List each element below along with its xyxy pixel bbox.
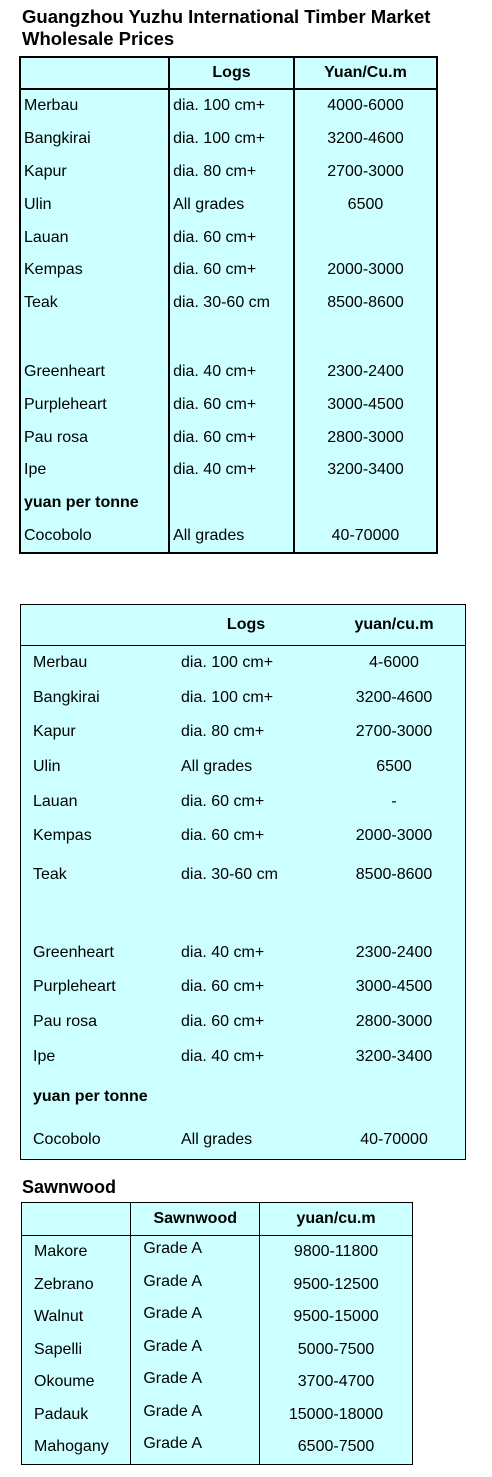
table-header-row [20, 57, 437, 89]
spec-cell: dia. 60 cm+ [181, 827, 265, 845]
header-cell: Logs [169, 57, 294, 89]
table-header-row [21, 605, 466, 646]
species-cell: Lauan [33, 792, 78, 810]
grade-cell: Grade A [131, 1399, 260, 1432]
table-row [20, 89, 437, 123]
species-cell: Kempas [33, 827, 92, 845]
table-row [20, 520, 437, 554]
header-cell: yuan/cu.m [260, 1203, 413, 1236]
sawnwood-price-table [21, 1202, 413, 1465]
table-row [22, 1236, 413, 1269]
price-cell: 5000-7500 [260, 1334, 413, 1367]
species-cell: Kapur [20, 156, 169, 189]
price-cell: 6500 [294, 188, 437, 221]
species-cell: Purpleheart [33, 978, 116, 996]
price-cell: 2700-3000 [294, 156, 437, 189]
species-cell: Zebrano [22, 1269, 131, 1302]
logs-price-table-1 [19, 56, 438, 554]
price-cell: 4000-6000 [294, 89, 437, 123]
table-row [20, 254, 437, 287]
spec-cell: dia. 60 cm+ [169, 254, 294, 287]
table-row [22, 1301, 413, 1334]
price-cell: 2700-3000 [355, 723, 433, 741]
table-header-row [22, 1203, 413, 1236]
species-cell: Teak [33, 865, 67, 883]
price-cell: 2800-3000 [294, 421, 437, 454]
table-row [22, 1366, 413, 1399]
spec-cell: dia. 80 cm+ [169, 156, 294, 189]
spec-cell: dia. 80 cm+ [181, 723, 265, 741]
species-cell: Greenheart [20, 356, 169, 389]
spec-cell: All grades [181, 758, 253, 776]
header-cell: yuan/cu.m [323, 605, 465, 646]
spec-cell: dia. 40 cm+ [181, 943, 265, 961]
price-cell: 15000-18000 [260, 1399, 413, 1432]
table-row [22, 1269, 413, 1302]
table-row [21, 784, 466, 819]
species-cell: Sapelli [22, 1334, 131, 1367]
table-row [20, 156, 437, 189]
species-cell: Merbau [33, 654, 88, 672]
table-row-empty [21, 896, 466, 936]
table-row [20, 123, 437, 156]
table-row-empty [20, 320, 437, 356]
table-row [21, 819, 466, 854]
spec-cell: dia. 100 cm+ [181, 688, 274, 706]
table-row [20, 221, 437, 254]
price-cell: 3200-4600 [294, 123, 437, 156]
title-line-1: Guangzhou Yuzhu International Timber Market [22, 6, 431, 27]
table-row [20, 421, 437, 454]
spec-cell: All grades [181, 1130, 253, 1148]
species-cell: Pau rosa [33, 1013, 98, 1031]
table-row [22, 1431, 413, 1464]
spec-cell [169, 1074, 323, 1120]
price-cell: 3000-4500 [355, 978, 433, 996]
species-cell: Merbau [20, 89, 169, 123]
table-row [20, 454, 437, 487]
species-cell [21, 896, 170, 936]
spec-cell: dia. 100 cm+ [181, 654, 274, 672]
spec-cell: dia. 100 cm+ [169, 89, 294, 123]
price-cell: - [391, 792, 397, 810]
price-cell: 2000-3000 [294, 254, 437, 287]
species-cell: Ulin [20, 188, 169, 221]
table-row [22, 1399, 413, 1432]
species-cell: Ipe [20, 454, 169, 487]
species-cell: Kempas [20, 254, 169, 287]
table-row [21, 1039, 466, 1074]
species-cell: Lauan [20, 221, 169, 254]
grade-cell: Grade A [131, 1269, 260, 1302]
unit-subheading: yuan per tonne [33, 1087, 148, 1105]
header-cell: Yuan/Cu.m [294, 57, 437, 89]
table-row [21, 970, 466, 1005]
spec-cell: dia. 100 cm+ [169, 123, 294, 156]
species-cell: Cocobolo [33, 1130, 101, 1148]
species-cell [20, 320, 169, 356]
price-cell: 6500 [376, 758, 412, 776]
logs-price-table-2 [20, 604, 466, 1160]
price-cell: 2000-3000 [355, 827, 433, 845]
grade-cell: Grade A [131, 1301, 260, 1334]
grade-cell: Grade A [131, 1236, 260, 1269]
table-row [20, 388, 437, 421]
price-cell: 8500-8600 [355, 865, 433, 883]
price-cell: 3000-4500 [294, 388, 437, 421]
table-row [22, 1334, 413, 1367]
table-row [21, 1005, 466, 1040]
price-cell [323, 896, 465, 936]
species-cell: Purpleheart [20, 388, 169, 421]
table-row [21, 1120, 466, 1160]
species-cell: Walnut [22, 1301, 131, 1334]
header-cell: Sawnwood [131, 1203, 260, 1236]
spec-cell: dia. 60 cm+ [169, 221, 294, 254]
unit-subheading: yuan per tonne [20, 487, 169, 520]
header-cell [21, 605, 170, 646]
title-line-2: Wholesale Prices [22, 28, 175, 49]
spec-cell [169, 320, 294, 356]
table-row [21, 750, 466, 785]
price-cell: 9500-12500 [260, 1269, 413, 1302]
table-row [21, 681, 466, 716]
species-cell: Greenheart [33, 943, 114, 961]
grade-cell: Grade A [131, 1334, 260, 1367]
price-cell: 8500-8600 [294, 287, 437, 320]
spec-cell: dia. 60 cm+ [169, 388, 294, 421]
price-cell: 3200-4600 [355, 688, 433, 706]
grade-cell: Grade A [131, 1431, 260, 1464]
table-row [20, 356, 437, 389]
price-cell [323, 1074, 465, 1120]
spec-cell: All grades [169, 188, 294, 221]
species-cell: Kapur [33, 723, 76, 741]
price-cell: 4-6000 [369, 654, 419, 672]
table-row [21, 646, 466, 681]
table-row [21, 715, 466, 750]
species-cell: Ipe [33, 1047, 56, 1065]
spec-cell: dia. 60 cm+ [169, 421, 294, 454]
header-cell [20, 57, 169, 89]
species-cell: Okoume [22, 1366, 131, 1399]
spec-cell [169, 896, 323, 936]
price-cell: 3700-4700 [260, 1366, 413, 1399]
species-cell: Teak [20, 287, 169, 320]
price-cell: 2800-3000 [355, 1013, 433, 1031]
header-cell [22, 1203, 131, 1236]
header-cell: Logs [169, 605, 323, 646]
spec-cell [169, 487, 294, 520]
species-cell: Bangkirai [20, 123, 169, 156]
species-cell: Padauk [22, 1399, 131, 1432]
spec-cell: dia. 60 cm+ [181, 1013, 265, 1031]
page-title [22, 6, 492, 50]
table-row [20, 188, 437, 221]
spec-cell: dia. 40 cm+ [181, 1047, 265, 1065]
price-cell [294, 487, 437, 520]
price-cell [294, 221, 437, 254]
species-cell: Makore [22, 1236, 131, 1269]
spec-cell: dia. 60 cm+ [181, 792, 265, 810]
spec-cell: All grades [169, 520, 294, 554]
spec-cell: dia. 30-60 cm [181, 865, 278, 883]
price-cell: 2300-2400 [294, 356, 437, 389]
spec-cell: dia. 40 cm+ [169, 356, 294, 389]
price-cell: 9500-15000 [260, 1301, 413, 1334]
price-cell: 40-70000 [294, 520, 437, 554]
table-row [21, 936, 466, 971]
table-row [20, 287, 437, 320]
species-cell: Pau rosa [20, 421, 169, 454]
price-cell [294, 320, 437, 356]
price-cell: 2300-2400 [355, 943, 433, 961]
price-cell: 40-70000 [360, 1130, 428, 1148]
price-cell: 9800-11800 [260, 1236, 413, 1269]
spec-cell: dia. 60 cm+ [181, 978, 265, 996]
sawnwood-heading: Sawnwood [22, 1177, 116, 1197]
spec-cell: dia. 40 cm+ [169, 454, 294, 487]
table-row [21, 854, 466, 896]
unit-subheading-row [21, 1074, 466, 1120]
price-cell: 6500-7500 [260, 1431, 413, 1464]
species-cell: Bangkirai [33, 688, 100, 706]
price-cell: 3200-3400 [355, 1047, 433, 1065]
grade-cell: Grade A [131, 1366, 260, 1399]
species-cell: Cocobolo [20, 520, 169, 554]
species-cell: Ulin [33, 758, 61, 776]
unit-subheading-row [20, 487, 437, 520]
spec-cell: dia. 30-60 cm [169, 287, 294, 320]
species-cell: Mahogany [22, 1431, 131, 1464]
price-cell: 3200-3400 [294, 454, 437, 487]
